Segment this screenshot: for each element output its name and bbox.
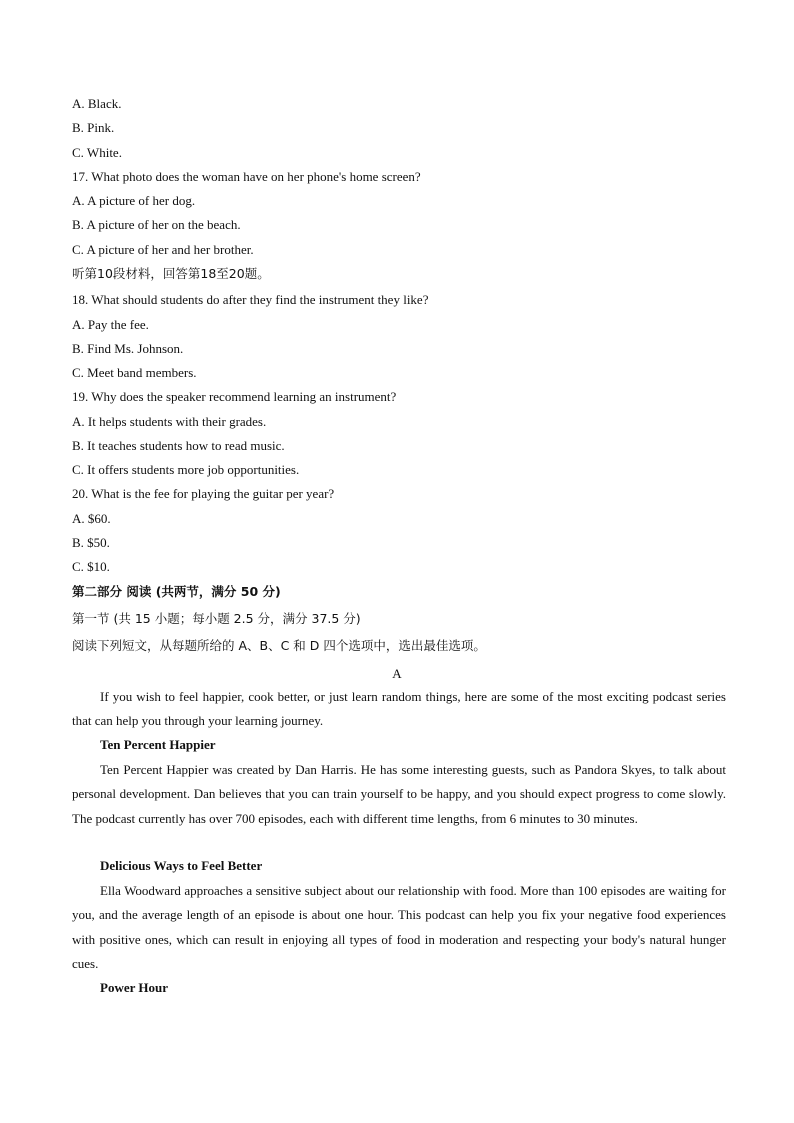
q20-question: 20. What is the fee for playing the guitar per year? <box>72 486 335 501</box>
q17-question: 17. What photo does the woman have on her phone's home screen? <box>72 169 421 184</box>
q17-option-b: B. A picture of her on the beach. <box>72 217 241 232</box>
section10-instruction: 听第10段材料，回答第18至20题。 <box>72 266 270 281</box>
q17-option-a: A. A picture of her dog. <box>72 193 196 208</box>
podcast-title-delicious-ways: Delicious Ways to Feel Better <box>100 858 263 873</box>
q16-option-a: A. Black. <box>72 96 122 111</box>
podcast-title-power-hour: Power Hour <box>100 980 168 995</box>
q19-option-c: C. It offers students more job opportunities. <box>72 462 300 477</box>
podcast-title-ten-percent-happier: Ten Percent Happier <box>100 737 216 752</box>
q16-option-b: B. Pink. <box>72 120 115 135</box>
q19-option-b: B. It teaches students how to read music. <box>72 438 285 453</box>
part-two-title: 第二部分 阅读 (共两节，满分 50 分) <box>72 584 281 599</box>
q18-option-a: A. Pay the fee. <box>72 317 149 332</box>
q20-option-c: C. $10. <box>72 559 110 574</box>
q19-question: 19. Why does the speaker recommend learning an instrument? <box>72 389 397 404</box>
q18-question: 18. What should students do after they find the instrument they like? <box>72 292 429 307</box>
q20-option-a: A. $60. <box>72 511 111 526</box>
q18-option-c: C. Meet band members. <box>72 365 197 380</box>
q19-option-a: A. It helps students with their grades. <box>72 414 267 429</box>
q16-option-c: C. White. <box>72 145 122 160</box>
q20-option-b: B. $50. <box>72 535 110 550</box>
q18-option-b: B. Find Ms. Johnson. <box>72 341 184 356</box>
podcast-body-ten-percent-happier: Ten Percent Happier was created by Dan Harris. He has some interesting guests, such as Pandora Skyes, to talk about personal development. Dan believes that you can train yourself to be happy, and you should expect progress to come slowly. The podcast currently has over 700 episodes, each with different time lengths, from 6 minutes to 30 minutes. <box>72 762 726 826</box>
podcast-body-delicious-ways: Ella Woodward approaches a sensitive subject about our relationship with food. More than 100 episodes are waiting for you, and the average length of an episode is about one hour. This podcast can help you fix your negative food experiences with positive ones, which can result in enjoying all types of food in moderation and respecting your body's natural hunger cues. <box>72 883 726 971</box>
q17-option-c: C. A picture of her and her brother. <box>72 242 254 257</box>
section-one-title: 第一节 (共 15 小题；每小题 2.5 分，满分 37.5 分) <box>72 611 361 626</box>
passage-label: A <box>392 666 402 681</box>
passage-intro: If you wish to feel happier, cook better, or just learn random things, here are some of the most exciting podcast series that can help you through your learning journey. <box>72 689 726 729</box>
reading-instruction: 阅读下列短文，从每题所给的 A、B、C 和 D 四个选项中，选出最佳选项。 <box>72 638 486 653</box>
